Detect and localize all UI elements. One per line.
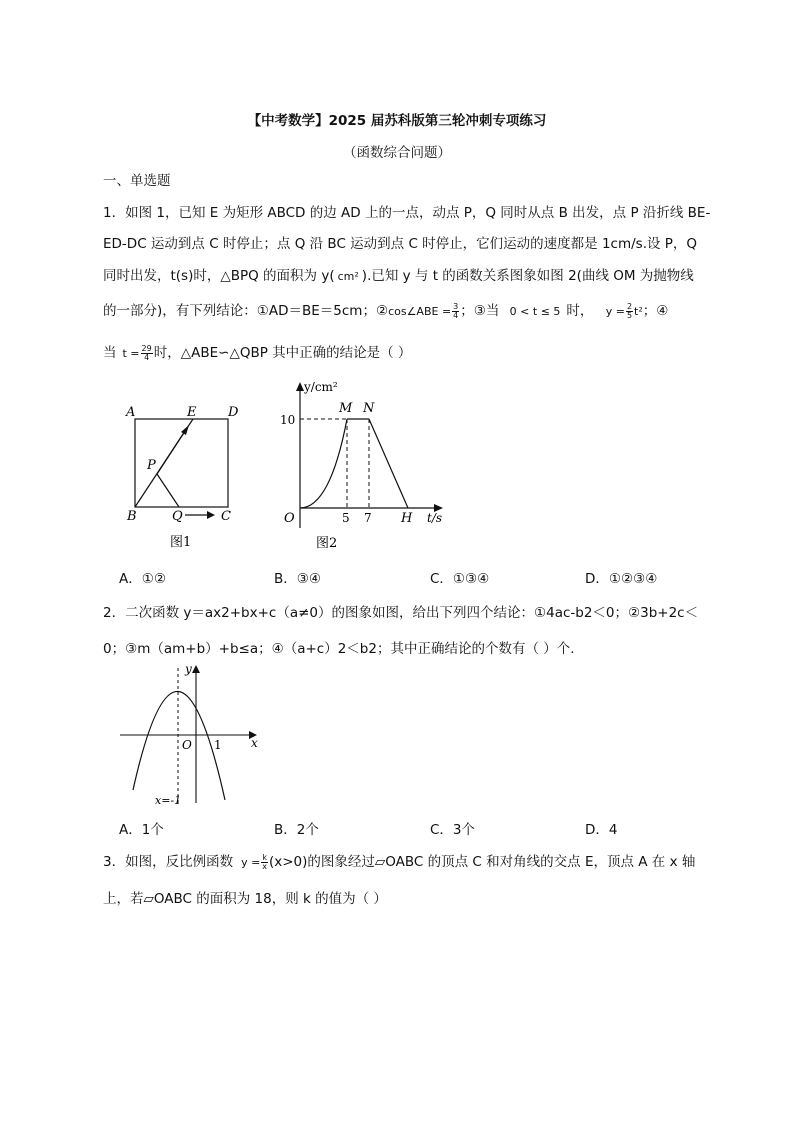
q1-option-d[interactable]: D．①②③④	[585, 571, 658, 587]
section-heading: 一、单选题	[103, 173, 171, 189]
symmetry-axis-label: x=-1	[155, 794, 182, 807]
label-q: Q	[172, 509, 183, 524]
tick-10: 10	[280, 413, 296, 427]
parabola-y-label: y	[185, 662, 192, 676]
label-d: D	[228, 405, 239, 420]
x-axis-label: t/s	[427, 511, 443, 525]
y-axis-label: y/cm²	[304, 380, 338, 394]
origin-label: O	[284, 511, 295, 526]
label-b: B	[127, 509, 137, 524]
label-a: A	[126, 405, 136, 420]
q1-option-c[interactable]: C．①③④	[430, 571, 490, 587]
figure-1-rectangle	[115, 398, 255, 553]
q2-option-c[interactable]: C．3个	[430, 822, 476, 838]
q2-line-1: 2．二次函数 y＝ax2+bx+c（a≠0）的图象如图，给出下列四个结论：①4ac-b2＜0；②3b+2c＜	[103, 605, 699, 621]
page-title: 【中考数学】2025 届苏科版第三轮冲刺专项练习	[247, 113, 547, 129]
label-c: C	[221, 509, 231, 524]
q2-option-d[interactable]: D．4	[585, 822, 618, 838]
label-n: N	[363, 401, 375, 416]
figure-1-caption: 图1	[170, 535, 192, 550]
figure-parabola	[115, 660, 270, 810]
q1-line-4: 的一部分)，有下列结论：①AD＝BE＝5cm；②cos∠ABE = $\frac{3}{4}$ ；③当 0 < t ≤ 5 时， y = $\frac{2}{5}$ t²；④	[103, 301, 669, 320]
q2-line-2: 0；③m（am+b）+b≤a；④（a+c）2＜b2；其中正确结论的个数有（ ）个.	[103, 641, 575, 657]
q1-option-a[interactable]: A．①②	[119, 571, 166, 587]
parabola-x-label: x	[251, 736, 258, 750]
q1-option-b[interactable]: B．③④	[274, 571, 321, 587]
tick-7: 7	[364, 511, 372, 525]
q1-line-1: 1．如图 1，已知 E 为矩形 ABCD 的边 AD 上的一点，动点 P，Q 同时从点 B 出发，点 P 沿折线 BE-	[103, 205, 711, 221]
label-h: H	[401, 511, 413, 526]
label-m: M	[339, 401, 353, 416]
q1-line-5: 当 t = $\frac{29}{4}$ 时，△ABE∽△QBP 其中正确的结论是（ ）	[103, 343, 412, 362]
page-subtitle: （函数综合问题）	[343, 145, 451, 161]
q2-option-b[interactable]: B．2个	[274, 822, 319, 838]
tick-5: 5	[342, 511, 350, 525]
q1-line-2: ED-DC 运动到点 C 时停止；点 Q 沿 BC 运动到点 C 时停止，它们运动的速度都是 1cm/s.设 P，Q	[103, 236, 698, 252]
label-p: P	[147, 458, 156, 473]
figure-2-caption: 图2	[316, 536, 338, 551]
label-e: E	[187, 405, 197, 420]
parabola-tick-1: 1	[214, 738, 222, 752]
q3-line-2: 上，若▱OABC 的面积为 18，则 k 的值为（ ）	[103, 891, 387, 907]
figure-2-graph	[275, 378, 450, 553]
parabola-origin: O	[182, 738, 192, 752]
q1-line-3: 同时出发，t(s)时，△BPQ 的面积为 y( cm² ).已知 y 与 t 的函数关系图象如图 2(曲线 OM 为抛物线	[103, 268, 694, 284]
q3-line-1: 3．如图，反比例函数 y = $\frac{k}{x}$ (x>0)的图象经过▱OABC 的顶点 C 和对角线的交点 E，顶点 A 在 x 轴	[103, 852, 696, 871]
q2-option-a[interactable]: A．1个	[119, 822, 164, 838]
